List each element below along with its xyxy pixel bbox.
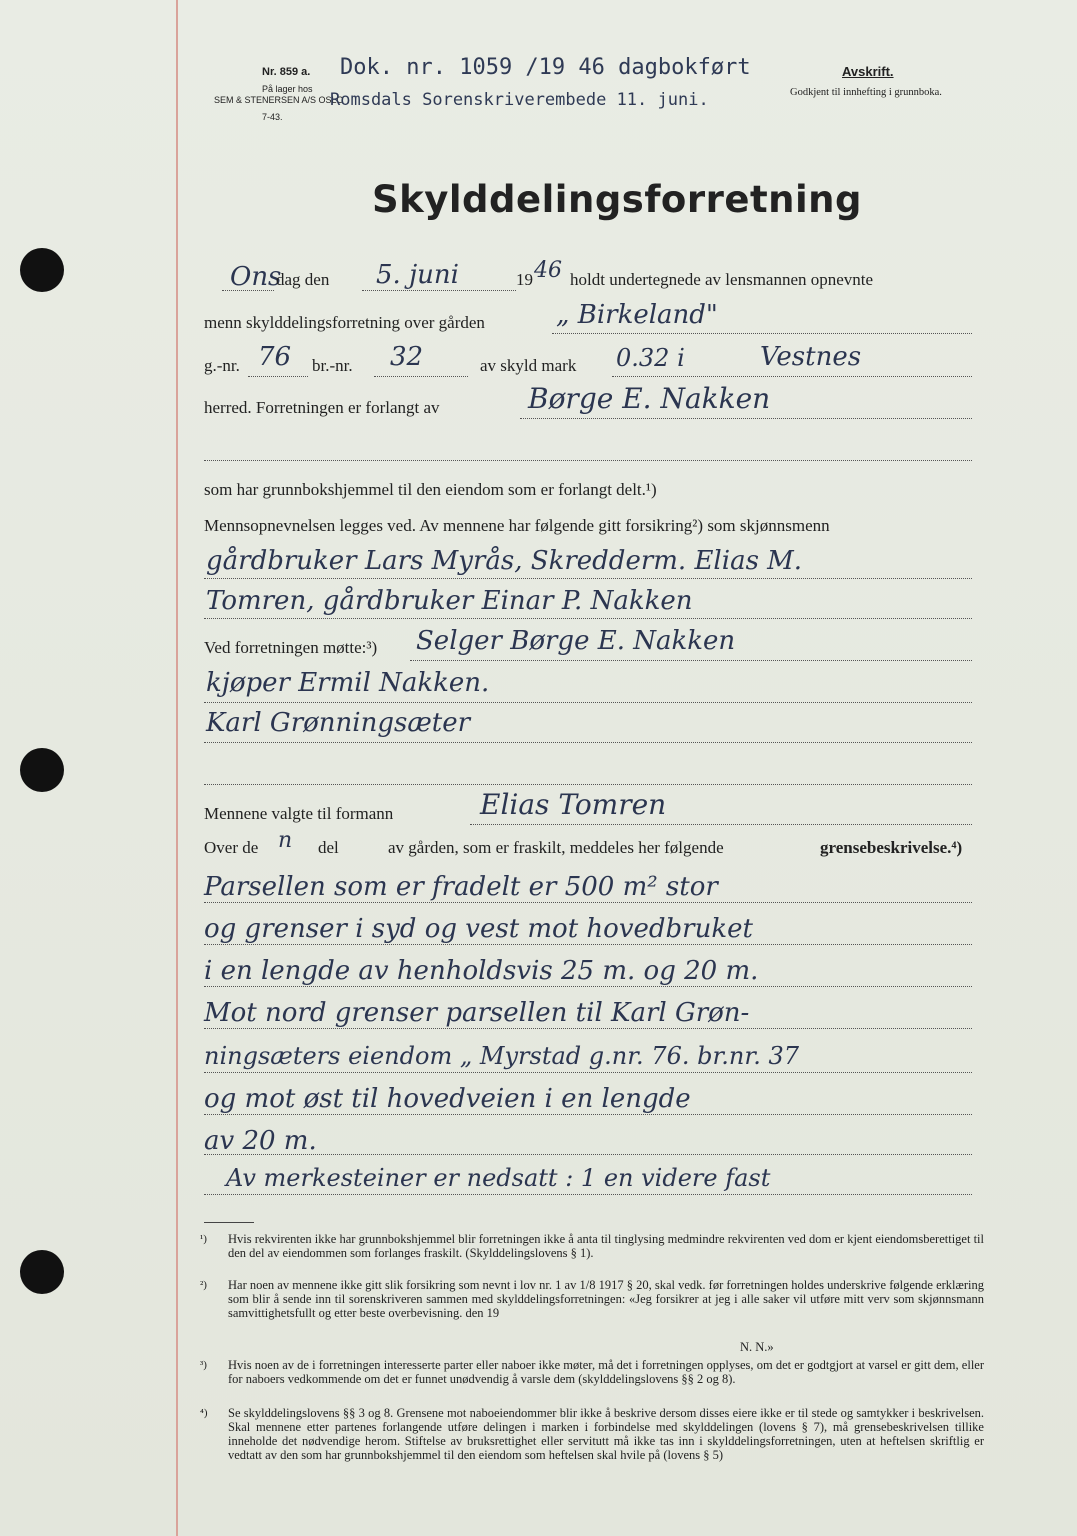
document-number-stamp: Dok. nr. 1059 /19 46 dagbokført bbox=[340, 55, 751, 80]
footnote-4 bbox=[200, 1406, 984, 1462]
footnote-2 bbox=[200, 1278, 984, 1320]
label-over-de: Over de bbox=[204, 838, 259, 857]
fill-line bbox=[612, 376, 972, 377]
label-row4: herred. Forretningen er forlangt av bbox=[204, 398, 440, 417]
fill-line bbox=[552, 333, 972, 334]
boundary-line-4: Mot nord grenser parsellen til Karl Grøn- bbox=[204, 998, 750, 1028]
fill-line bbox=[204, 460, 972, 461]
footnote-2-nn: N. N.» bbox=[740, 1340, 774, 1354]
boundary-line-3: i en lengde av henholdsvis 25 m. og 20 m. bbox=[204, 956, 759, 986]
hand-seller: Selger Børge E. Nakken bbox=[416, 626, 736, 656]
fill-line bbox=[204, 1072, 972, 1073]
approval-note: Godkjent til innhefting i grunnboka. bbox=[790, 87, 942, 98]
hand-n: n bbox=[278, 828, 293, 853]
fill-line bbox=[204, 618, 972, 619]
footnote-4-number: ⁴) bbox=[200, 1407, 208, 1419]
boundary-line-6: og mot øst til hovedveien i en lengde bbox=[204, 1084, 691, 1114]
fill-line bbox=[520, 418, 972, 419]
footnote-2-signature bbox=[740, 1340, 820, 1354]
hand-gnr: 76 bbox=[258, 342, 292, 372]
fill-line bbox=[470, 824, 972, 825]
fill-line bbox=[362, 290, 516, 291]
hand-requester: Børge E. Nakken bbox=[528, 382, 771, 415]
label-year-prefix: 19 bbox=[516, 270, 533, 289]
hand-herred: Vestnes bbox=[760, 342, 862, 372]
boundary-line-5: ningsæters eiendom „ Myrstad g.nr. 76. br.nr. 37 bbox=[204, 1042, 800, 1070]
label-brnr: br.-nr. bbox=[312, 356, 353, 375]
label-row9-rest: av gården, som er fraskilt, meddeles her følgende bbox=[388, 838, 724, 857]
hand-date: 5. juni bbox=[376, 260, 459, 290]
footnote-1 bbox=[200, 1232, 984, 1260]
footnote-4-text: Se skylddelingslovens §§ 3 og 8. Grensene mot naboeiendommer blir ikke å beskrive dersom disses eiere ikke er til stede og samtykker i beskrivelsen. Skal mennene etter partenes forlangende utføre delingen i marken i forbindelse med skylddelingen (lovens § 7), må grensebeskrivelsen tillike inneholde det nødvendige herom. Stiftelse av bruksrettighet eller servitutt må ikke tas inn i skylddelingsforretningen, uten at heftelsen skriftlig er vedtatt av den som har grunnbokshjemmel til den eiendom som heftelsen skal hvile på (lovens § 5) bbox=[228, 1406, 984, 1462]
fill-line bbox=[204, 944, 972, 945]
label-row6: Mennsopnevnelsen legges ved. Av mennene har følgende gitt forsikring²) som skjønnsmenn bbox=[204, 516, 830, 535]
hand-farm-name: „ Birkeland" bbox=[556, 300, 718, 330]
fill-line bbox=[204, 742, 972, 743]
fill-line bbox=[204, 702, 972, 703]
publisher-line2: SEM & STENERSEN A/S OSLO bbox=[214, 95, 344, 105]
fill-line bbox=[204, 902, 972, 903]
hand-men-line1: gårdbruker Lars Myrås, Skredderm. Elias M. bbox=[206, 546, 803, 576]
punch-hole-bottom bbox=[20, 1250, 64, 1294]
fill-line bbox=[204, 986, 972, 987]
footnote-rule bbox=[204, 1222, 254, 1223]
punch-hole-top bbox=[20, 248, 64, 292]
court-stamp: Romsdals Sorenskriverembede 11. juni. bbox=[330, 90, 709, 110]
label-row5: som har grunnbokshjemmel til den eiendom som er forlangt delt.¹) bbox=[204, 480, 657, 499]
hand-chair: Elias Tomren bbox=[480, 788, 667, 821]
publisher-line3: 7-43. bbox=[262, 112, 283, 122]
fill-line bbox=[204, 1114, 972, 1115]
label-row2: menn skylddelingsforretning over gården bbox=[204, 313, 485, 332]
hand-men-line2: Tomren, gårdbruker Einar P. Nakken bbox=[206, 586, 693, 616]
hand-skyld: 0.32 i bbox=[616, 344, 685, 372]
boundary-line-2: og grenser i syd og vest mot hovedbruket bbox=[204, 914, 753, 944]
form-number: Nr. 859 a. bbox=[262, 66, 311, 78]
label-gnr: g.-nr. bbox=[204, 356, 240, 375]
fill-line bbox=[222, 290, 274, 291]
label-dag-den: dag den bbox=[276, 270, 330, 289]
footnote-2-number: ²) bbox=[200, 1279, 207, 1291]
margin-line bbox=[176, 0, 178, 1536]
publisher-line1: På lager hos bbox=[262, 84, 313, 94]
fill-line bbox=[204, 1028, 972, 1029]
fill-line bbox=[248, 376, 308, 377]
hand-neighbor: Karl Grønningsæter bbox=[206, 708, 471, 738]
boundary-line-8: Av merkesteiner er nedsatt : 1 en videre fast bbox=[226, 1164, 771, 1192]
avskrift-label: Avskrift. bbox=[842, 64, 894, 79]
hand-weekday: Ons bbox=[230, 262, 282, 292]
footnote-3-number: ³) bbox=[200, 1359, 207, 1371]
boundary-line-7: av 20 m. bbox=[204, 1126, 317, 1156]
punch-hole-middle bbox=[20, 748, 64, 792]
label-skyld: av skyld mark bbox=[480, 356, 577, 375]
fill-line bbox=[204, 578, 972, 579]
fill-line bbox=[410, 660, 972, 661]
hand-buyer: kjøper Ermil Nakken. bbox=[206, 668, 490, 698]
footnote-2-text: Har noen av mennene ikke gitt slik forsikring som nevnt i lov nr. 1 av 1/8 1917 § 20, skal vedk. før forretningen holdes underskrive følgende erklæring som blir å sende inn til sorenskriveren sammen med skylddelingsforretningen: «Jeg forsikrer at jeg i alle saker vil utføre mitt verv som skjønnsmann samvittighetsfullt og etter beste overbevisning. den 19 bbox=[228, 1278, 984, 1320]
fill-line bbox=[204, 1154, 972, 1155]
footnote-1-number: ¹) bbox=[200, 1233, 207, 1245]
label-row8: Mennene valgte til formann bbox=[204, 804, 394, 823]
fill-line bbox=[374, 376, 468, 377]
label-grensebeskrivelse: grensebeskrivelse.⁴) bbox=[820, 838, 963, 857]
fill-line bbox=[204, 1194, 972, 1195]
hand-brnr: 32 bbox=[390, 342, 424, 372]
document-title: Skylddelingsforretning bbox=[372, 178, 862, 221]
fill-line bbox=[204, 784, 972, 785]
hand-year: 46 bbox=[534, 258, 562, 283]
footnote-3 bbox=[200, 1358, 984, 1386]
label-del: del bbox=[318, 838, 339, 857]
footnote-3-text: Hvis noen av de i forretningen interesserte parter eller naboer ikke møter, må det i forretningen opplyses, om det er godtgjort at varsel er gitt dem, eller for naboers vedkommende om det er funnet unødvendig å varsle dem (skylddelingslovens §§ 2 og 8). bbox=[228, 1358, 984, 1386]
label-row7: Ved forretningen møtte:³) bbox=[204, 638, 378, 657]
boundary-line-1: Parsellen som er fradelt er 500 m² stor bbox=[204, 872, 718, 902]
label-row1-rest: holdt undertegnede av lensmannen opnevnte bbox=[570, 270, 874, 289]
footnote-1-text: Hvis rekvirenten ikke har grunnbokshjemmel blir forretningen ikke å anta til tinglysing medmindre rekvirenten ved dom er kjent eiendomsberettiget til den del av eiendommen som forlanges fraskilt. (Skylddelingslovens § 1). bbox=[228, 1232, 984, 1260]
